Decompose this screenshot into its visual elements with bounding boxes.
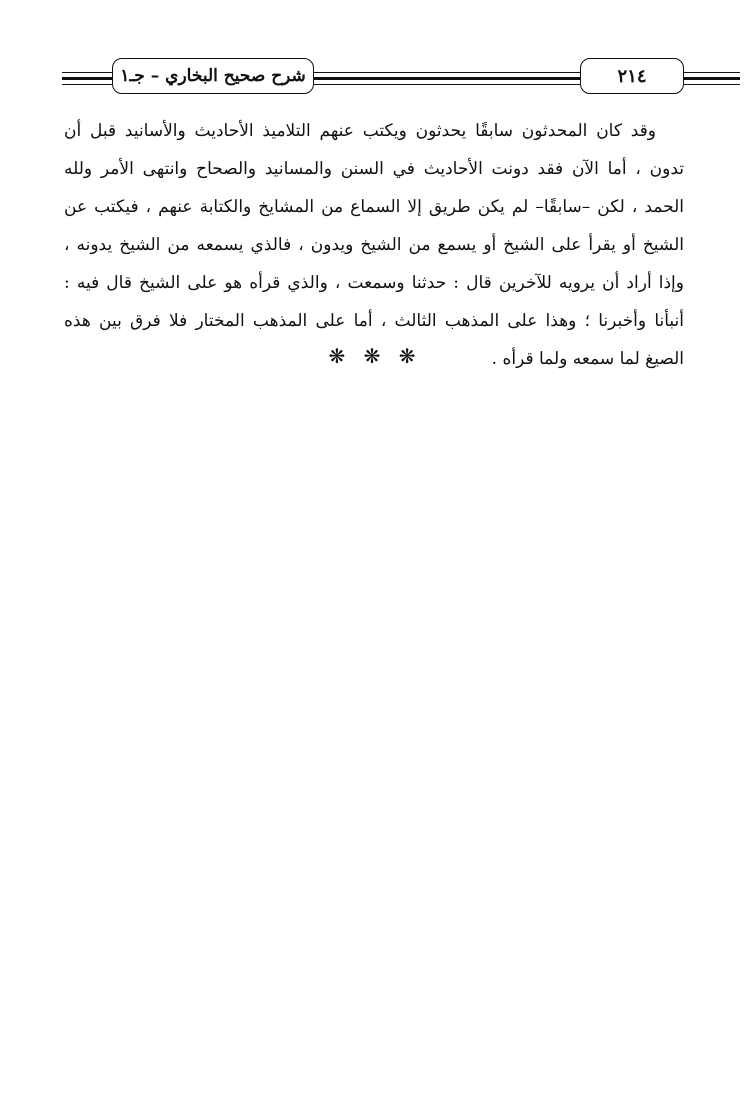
header-rule	[684, 77, 740, 80]
page-number: ٢١٤	[617, 65, 647, 87]
page-number-box	[580, 58, 684, 94]
header-rule	[62, 77, 112, 80]
header-rule	[62, 84, 112, 85]
header-rule	[62, 72, 112, 73]
paragraph: وقد كان المحدثون سابقًا يحدثون ويكتب عنهم التلاميذ الأحاديث والأسانيد قبل أن تدون ، أما الآن فقد دونت الأحاديث في السنن والمسانيد والصحاح وانتهى الأمر ولله الحمد ، لكن –سابقًا– لم يكن طريق إلا السماع من المشايخ والكتابة عنهم ، فيكتب عن الشيخ أو يقرأ على الشيخ أو يسمع من الشيخ ويدون ، فالذي يسمعه من الشيخ يدونه ، وإذا أراد أن يرويه للآخرين قال : حدثنا وسمعت ، والذي قرأه هو على الشيخ قال فيه : أنبأنا وأخبرنا ؛ وهذا على المذهب الثالث ، أما على المذهب المختار فلا فرق بين هذه الصيغ لما سمعه ولما قرأه .	[64, 121, 684, 369]
header-rule	[684, 72, 740, 73]
section-separator: ❋ ❋ ❋	[328, 344, 422, 368]
running-title-box	[112, 58, 314, 94]
page-header	[62, 58, 680, 100]
header-rule	[684, 84, 740, 85]
main-text	[64, 112, 684, 378]
running-title: شرح صحيح البخاري – جـ١	[120, 66, 306, 86]
header-rule	[314, 77, 580, 80]
header-rule	[314, 72, 580, 73]
header-rule	[314, 84, 580, 85]
